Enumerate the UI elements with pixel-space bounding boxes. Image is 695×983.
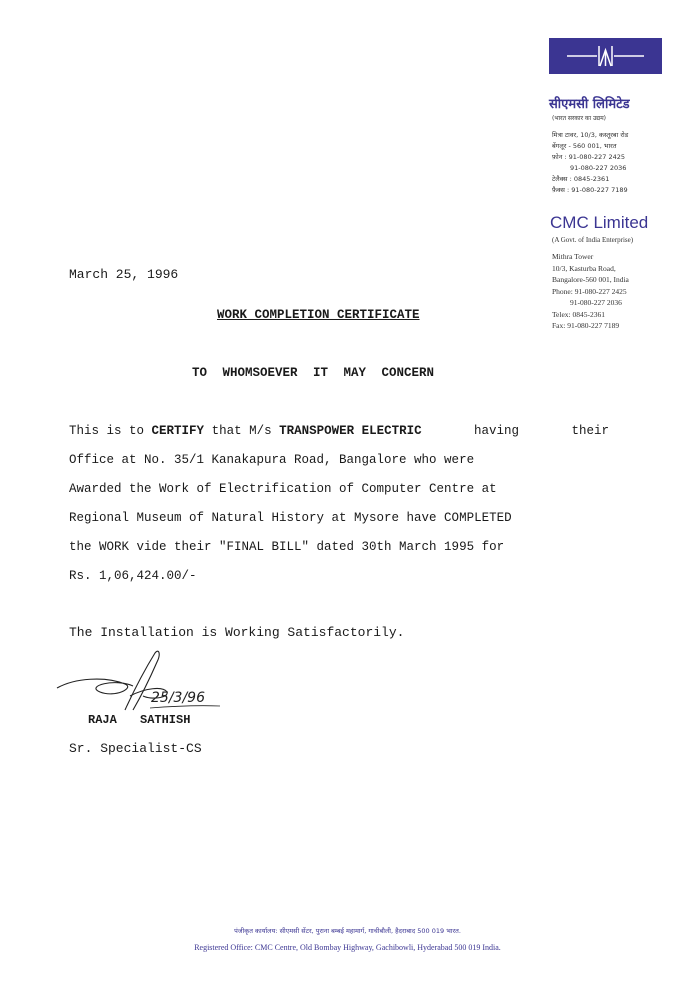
address-line: 10/3, Kasturba Road, <box>552 263 616 273</box>
company-address-hindi <box>552 130 677 196</box>
company-subtitle: (A Govt. of India Enterprise) <box>552 236 634 244</box>
body-line: Regional Museum of Natural History at Mysore have COMPLETED <box>69 511 512 525</box>
company-name: CMC Limited <box>550 213 649 232</box>
certificate-title: WORK COMPLETION CERTIFICATE <box>217 308 420 322</box>
signer-name: RAJA SATHISH <box>88 713 191 727</box>
company-address <box>552 251 682 332</box>
registered-office-hindi: पंजीकृत कार्यालय: सीएमसी सेंटर, पुराना बम्बई महामार्ग, गाचीबौली, हैदराबाद 500 019 भारत. <box>234 927 461 935</box>
body-text: This is to CERTIFY that M/s TRANSPOWER ELECTRIC <box>69 424 422 438</box>
address-line: टेलैक्स : 0845-2361 <box>552 175 610 183</box>
installation-note: The Installation is Working Satisfactorily. <box>69 625 405 640</box>
registered-office: Registered Office: CMC Centre, Old Bombay Highway, Gachibowli, Hyderabad 500 019 India. <box>194 943 501 952</box>
address-line: 91-080-227 2036 <box>570 298 622 307</box>
salutation: TO WHOMSOEVER IT MAY CONCERN <box>192 366 435 380</box>
company-subtitle-hindi: (भारत सरकार का उद्यम) <box>552 115 606 122</box>
cmc-logo <box>549 38 662 74</box>
address-line: मित्रा टावर, 10/3, कस्तूरबा रोड <box>552 131 629 139</box>
body-line: Awarded the Work of Electrification of Computer Centre at <box>69 482 497 496</box>
letter-date: March 25, 1996 <box>69 267 179 282</box>
address-line: Telex: 0845-2361 <box>552 309 606 319</box>
address-line: फ़ोन : 91-080-227 2425 <box>552 153 626 161</box>
address-line: 91-080-227 2036 <box>570 164 627 172</box>
body-line: Office at No. 35/1 Kanakapura Road, Bangalore who were <box>69 453 475 467</box>
body-line: the WORK vide their "FINAL BILL" dated 30th March 1995 for <box>69 540 505 554</box>
body-line <box>69 423 609 452</box>
address-line: बेंगलूर - 560 001, भारत <box>552 142 617 150</box>
company-name-hindi: सीएमसी लिमिटेड <box>549 97 630 112</box>
body-text: having <box>474 424 520 438</box>
certificate-body <box>69 423 609 597</box>
address-line: फ़ैक्स : 91-080-227 7189 <box>552 186 628 194</box>
address-line: Bangalore-560 001, India <box>552 275 629 284</box>
signer-title: Sr. Specialist-CS <box>69 741 202 756</box>
svg-text:25/3/96: 25/3/96 <box>151 690 205 706</box>
address-line: Fax: 91-080-227 7189 <box>552 321 620 330</box>
address-line: Mithra Tower <box>552 252 594 261</box>
body-line: Rs. 1,06,424.00/- <box>69 569 197 583</box>
address-line: Phone: 91-080-227 2425 <box>552 286 627 296</box>
body-text: their <box>571 424 609 438</box>
